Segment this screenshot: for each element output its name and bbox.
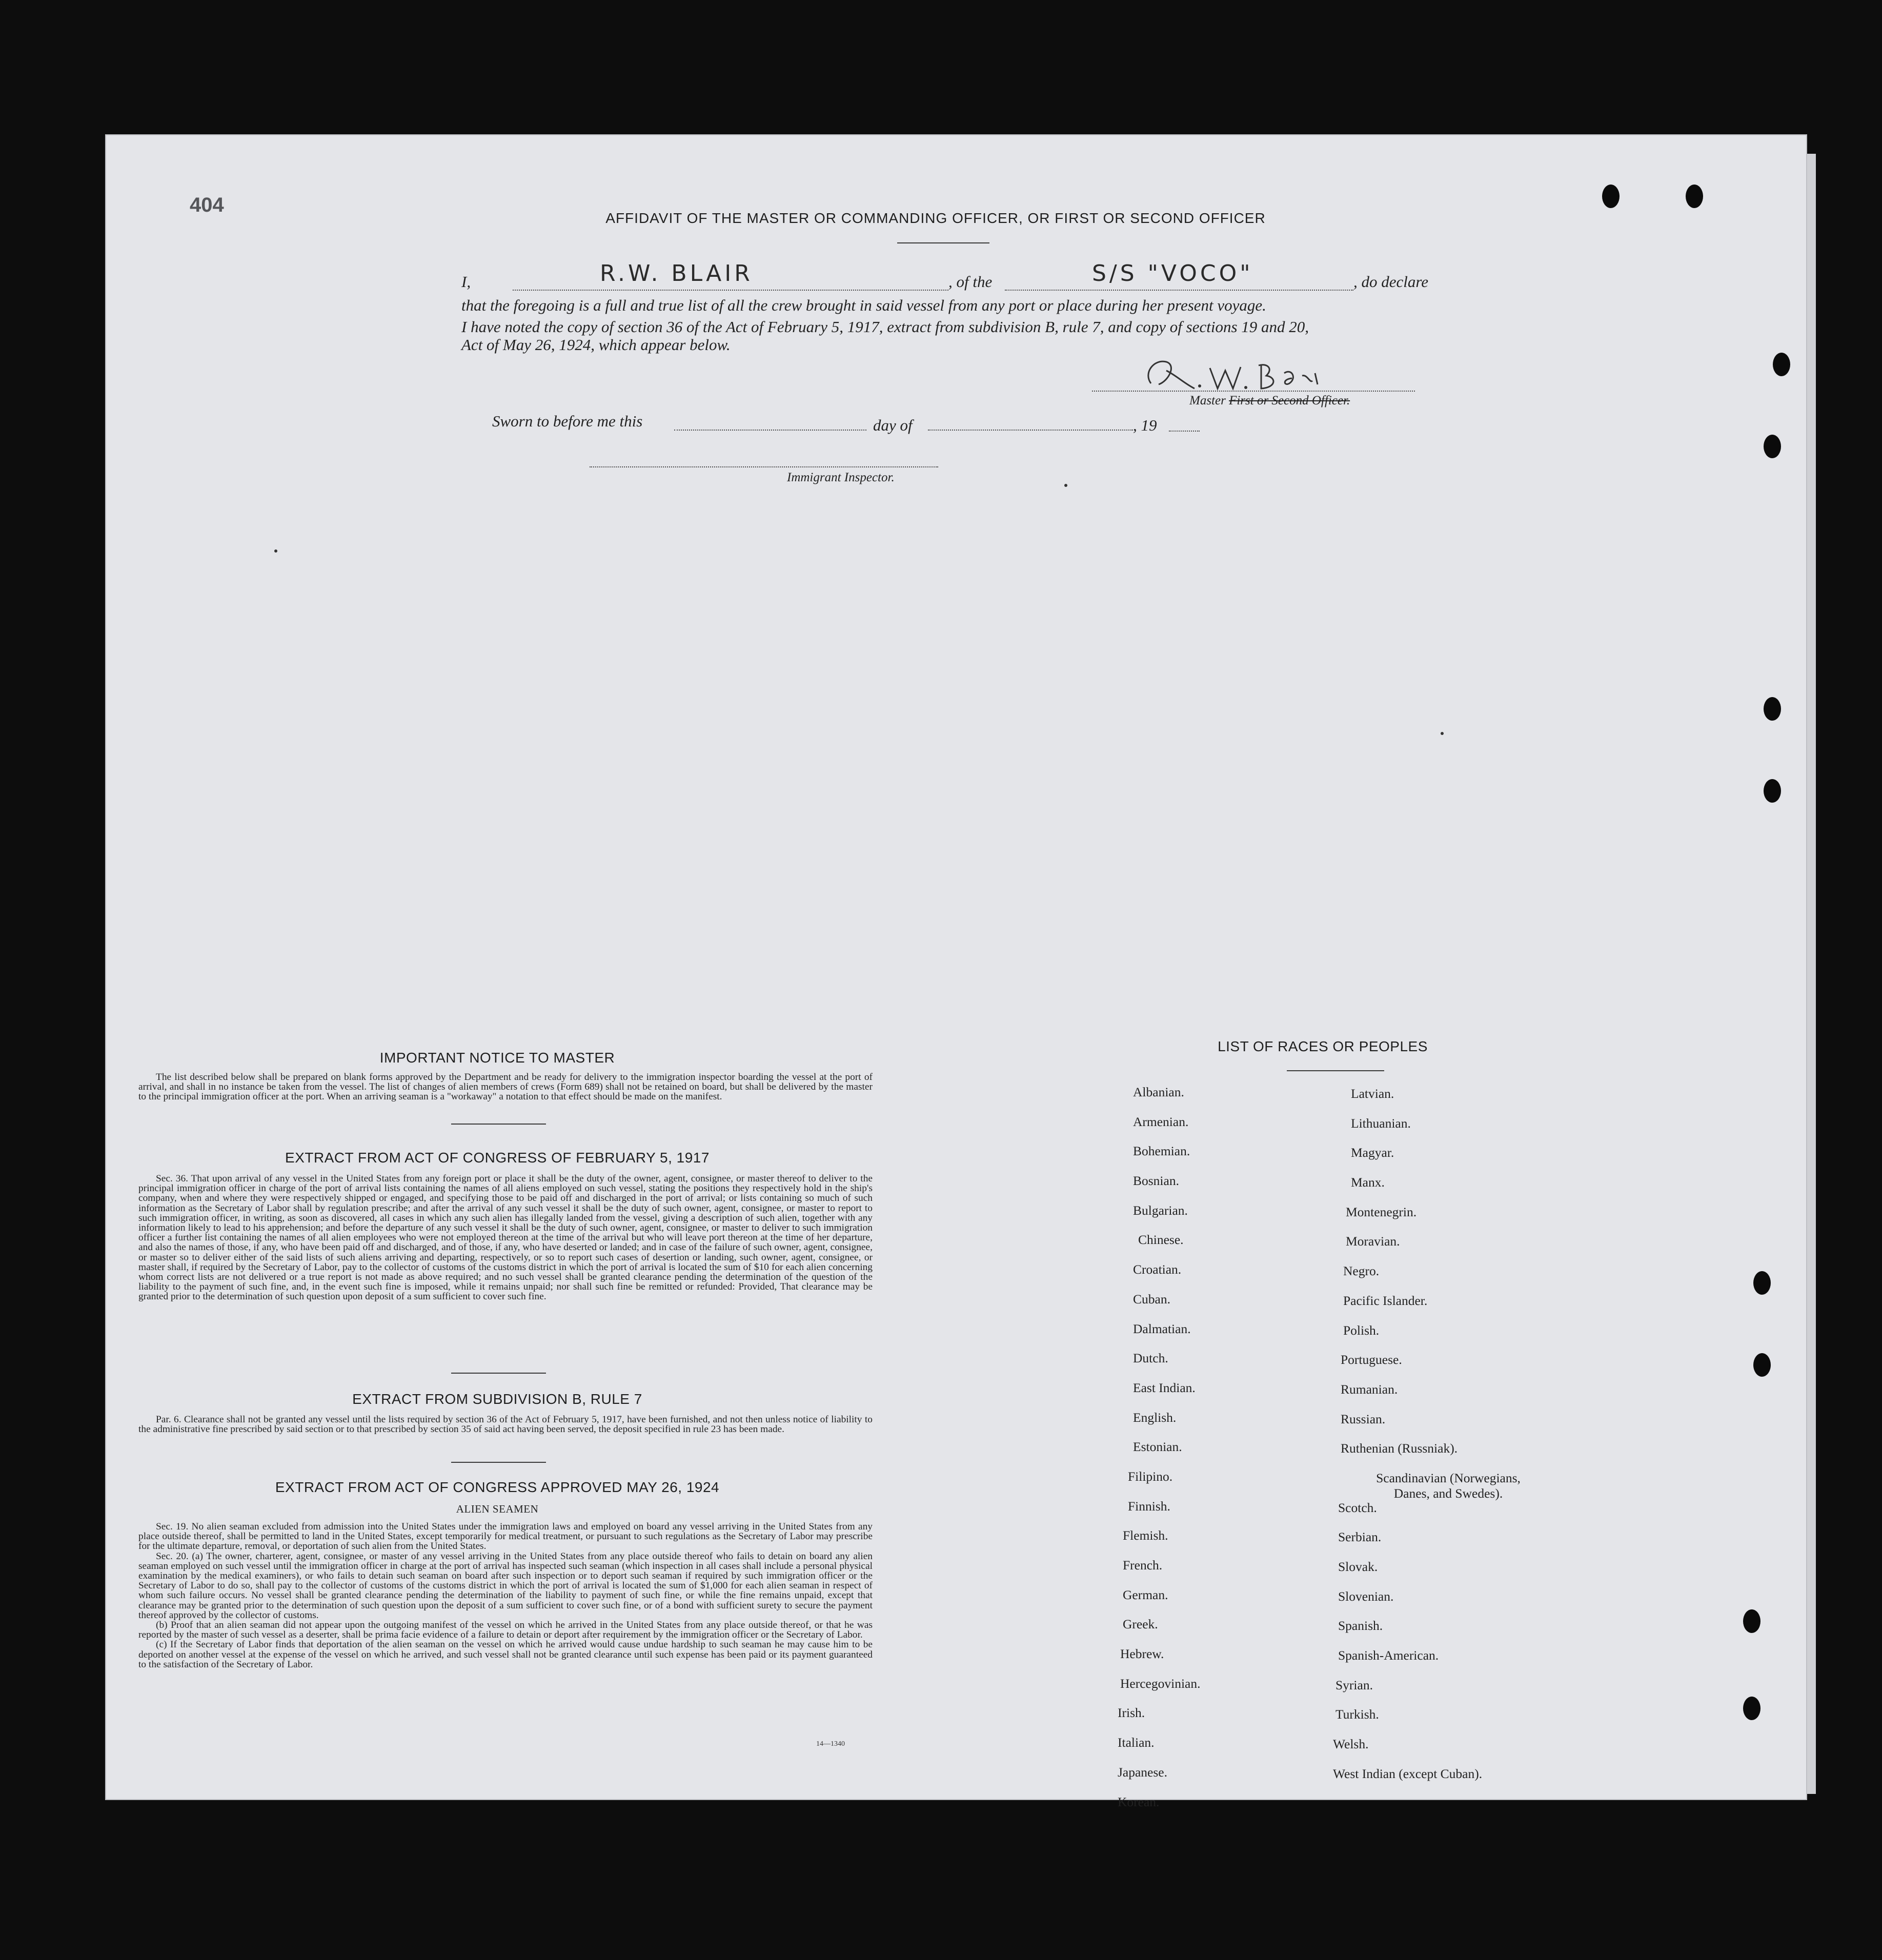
races-right-column <box>1323 1086 1651 1796</box>
extract-1924-title: EXTRACT FROM ACT OF CONGRESS APPROVED MAY 26, 1924 <box>275 1479 720 1495</box>
extract-rule7-title: EXTRACT FROM SUBDIVISION B, RULE 7 <box>352 1391 642 1407</box>
extract-rule7-divider <box>451 1462 546 1463</box>
sworn-year: , 19 <box>1133 416 1157 434</box>
extract-1917-title: EXTRACT FROM ACT OF CONGRESS OF FEBRUARY 5, 1917 <box>285 1150 710 1166</box>
race-item: Lithuanian. <box>1351 1115 1411 1131</box>
affidavit-declare: , do declare <box>1353 273 1429 291</box>
sec-20a-paragraph: Sec. 20. (a) The owner, charterer, agent, consignee, or master of any vessel arriving in the United States from any place outside thereof who fails to detain on board any alien seaman employed on such vessel until the immigration officer in charge at the port of arrival has inspected such seaman (which inspection in all cases shall include a personal physical examination by the medical examiners), or who fails to detain such seaman on board after such inspection or to deport such seaman if required by such immigration officer or the Secretary of Labor to do so, shall pay to the collector of customs of the customs district in which the port of arrival is located the sum of $1,000 for each alien seaman in respect of whom such failure occurs. No vessel shall be granted clearance pending the determination of the liability to payment of such fine, or while the fine remains unpaid, except that clearance may be granted prior to the determination of such question upon the deposit of a sum sufficient to cover such fine, or of a bond with sufficient surety to secure the payment thereof approved by the collector of customs. <box>138 1550 873 1621</box>
speck <box>1064 484 1067 487</box>
faint-page-number: 404 <box>190 194 224 216</box>
race-item: Albanian. <box>1133 1085 1184 1099</box>
sworn-day-of: day of <box>873 416 913 434</box>
race-item: English. <box>1133 1410 1177 1425</box>
master-name: R.W. BLAIR <box>600 260 753 287</box>
race-item: Syrian. <box>1335 1677 1373 1692</box>
sworn-year-line <box>1169 431 1200 432</box>
race-item: Dutch. <box>1133 1351 1168 1366</box>
race-item: Spanish. <box>1338 1618 1383 1634</box>
race-item: Hebrew. <box>1120 1646 1164 1662</box>
race-item: East Indian. <box>1133 1380 1196 1395</box>
punch-hole-icon <box>1753 1353 1771 1377</box>
race-item: Moravian. <box>1346 1234 1400 1249</box>
races-title: LIST OF RACES OR PEOPLES <box>1218 1038 1428 1054</box>
race-item: Japanese. <box>1118 1764 1167 1780</box>
race-item: Bulgarian. <box>1133 1202 1188 1218</box>
race-item: Ruthenian (Russniak). <box>1341 1441 1458 1456</box>
race-item: Slovak. <box>1338 1559 1378 1574</box>
race-item: Bosnian. <box>1133 1173 1179 1189</box>
race-item: Serbian. <box>1338 1529 1382 1545</box>
alien-seamen-subtitle: ALIEN SEAMEN <box>456 1503 539 1515</box>
race-item: Armenian. <box>1133 1114 1189 1129</box>
master-signature <box>1138 353 1353 399</box>
form-number: 14—1340 <box>816 1740 845 1748</box>
notice-divider <box>451 1124 546 1125</box>
race-item: Italian. <box>1118 1735 1155 1750</box>
race-item: Greek. <box>1123 1617 1158 1632</box>
par-6-paragraph: Par. 6. Clearance shall not be granted any vessel until the lists required by section 36 of the Act of February 5, 1917, have been furnished, and not then unless notice of liability to the administrative fine prescribed by said section or to that prescribed by section 35 of said act having been served, the deposit specified in rule 23 has been made. <box>138 1414 873 1435</box>
sec-20c-paragraph: (c) If the Secretary of Labor finds that deportation of the alien seaman on the vessel on which he arrived would cause undue hardship to such seaman he may cause him to be deported on another vessel at the expense of the vessel on which he arrived, and such vessel shall not be granted clearance until such expense has been paid or its payment guaranteed to the satisfaction of the Secretary of Labor. <box>138 1639 873 1670</box>
race-item: Hercegovinian. <box>1120 1676 1201 1691</box>
signature-label-struck: First or Second Officer. <box>1229 394 1350 407</box>
race-item: Scotch. <box>1338 1500 1377 1515</box>
race-item: Russian. <box>1341 1411 1386 1426</box>
affidavit-line-3: I have noted the copy of section 36 of the Act of February 5, 1917, extract from subdivision B, rule 7, and copy of sections 19 and 20, <box>461 318 1309 336</box>
sworn-day-line <box>674 430 866 431</box>
race-item: Flemish. <box>1123 1528 1168 1543</box>
sec-36-paragraph: Sec. 36. That upon arrival of any vessel in the United States from any foreign port or place it shall be the duty of the owner, agent, consignee, or master thereof to deliver to the principal immigration officer in charge of the port of arrival lists containing the names of all aliens employed on such vessel, stating the positions they respectively hold in the ship's company, when and where they were respectively shipped or engaged, and specifying those to be paid off and discharged in the port of arrival; or lists containing so much of such information as the Secretary of Labor shall by regulation prescribe; and after the arrival of any such vessel it shall be the duty of such owner, agent, consignee, or master to report to such immigration officer, in writing, as soon as discovered, all cases in which any such alien has illegally landed from the vessel, giving a description of such alien, together with any information likely to lead to his apprehension; and before the departure of any such vessel it shall be the duty of such owner, agent, consignee, or master to deliver to such immigration officer a further list containing the names of all alien employees who were not employed thereon at the time of the arrival but who will leave port thereon at the time of her departure, and also the names of those, if any, who have been paid off and discharged, and of those, if any, who have deserted or landed; and in case of the failure of such owner, agent, consignee, or master so to deliver either of the said lists of such aliens arriving and departing, respectively, or so to report such cases of desertion or landing, such owner, agent, consignee, or master shall, if required by the Secretary of Labor, pay to the collector of customs of the customs district in which the port of arrival is located the sum of $10 for each alien concerning whom correct lists are not delivered or a true report is not made as above required; and no such vessel shall be granted clearance pending the determination of the question of the liability to the payment of such fine, and, in the event such fine is imposed, while it remains unpaid; nor shall such fine be remitted or refunded: Provided, That clearance may be granted prior to the determination of such question upon deposit of a sum sufficient to cover such fine. <box>138 1173 873 1302</box>
sworn-month-line <box>928 430 1133 431</box>
punch-hole-icon <box>1773 353 1790 376</box>
master-name-line <box>513 290 948 291</box>
race-item: Croatian. <box>1133 1262 1182 1277</box>
race-item: Portuguese. <box>1341 1352 1402 1367</box>
race-item: Polish. <box>1343 1322 1380 1338</box>
race-item: Rumanian. <box>1341 1381 1398 1397</box>
sworn-prefix: Sworn to before me this <box>492 412 643 430</box>
inspector-line <box>590 466 938 467</box>
race-item: Manx. <box>1351 1175 1385 1190</box>
race-item: Magyar. <box>1351 1145 1394 1160</box>
signature-label-master: Master <box>1189 394 1226 407</box>
race-item: West Indian (except Cuban). <box>1333 1766 1483 1781</box>
affidavit-i: I, <box>461 273 471 291</box>
vessel-name: S/S "VOCO" <box>1092 260 1253 287</box>
punch-hole-icon <box>1764 435 1781 458</box>
title-divider <box>897 242 989 243</box>
signature-line <box>1092 391 1415 392</box>
affidavit-of-the: , of the <box>948 273 993 291</box>
race-item: Negro. <box>1343 1263 1380 1279</box>
vessel-name-line <box>1005 290 1353 291</box>
extract-1917-divider <box>451 1373 546 1374</box>
notice-text <box>138 1072 873 1102</box>
race-item: Chinese. <box>1138 1232 1184 1248</box>
race-item: Dalmatian. <box>1133 1321 1191 1336</box>
affidavit-title: AFFIDAVIT OF THE MASTER OR COMMANDING OFFICER, OR FIRST OR SECOND OFFICER <box>605 210 1266 226</box>
race-item: Slovenian. <box>1338 1588 1394 1604</box>
speck <box>1441 732 1444 735</box>
race-item: Bohemian. <box>1133 1144 1190 1159</box>
race-item: German. <box>1123 1587 1168 1602</box>
race-item: Turkish. <box>1335 1707 1379 1722</box>
punch-hole-icon <box>1743 1697 1760 1720</box>
inspector-label: Immigrant Inspector. <box>787 471 895 484</box>
race-item: Welsh. <box>1333 1737 1369 1752</box>
extract-1917-text <box>138 1174 873 1302</box>
race-item: French. <box>1123 1558 1163 1573</box>
affidavit-line-2: that the foregoing is a full and true list of all the crew brought in said vessel from any port or place during her present voyage. <box>461 296 1266 314</box>
race-item: Montenegrin. <box>1346 1204 1417 1219</box>
affidavit-line-4: Act of May 26, 1924, which appear below. <box>461 336 731 354</box>
speck <box>274 549 277 553</box>
notice-paragraph: The list described below shall be prepared on blank forms approved by the Department and be ready for delivery to the immigration inspector boarding the vessel at the port of arrival, and shall in no instance be taken from the vessel. The list of changes of alien members of crews (Form 689) shall not be retained on board, but shall be delivered by the master to the principal immigration officer at the port. When an arriving seaman is a "workaway" a notation to that effect should be made on the manifest. <box>138 1072 873 1102</box>
race-item: Spanish-American. <box>1338 1648 1439 1663</box>
extract-rule7-text <box>138 1415 873 1434</box>
race-item: Estonian. <box>1133 1439 1182 1455</box>
race-item: Filipino. <box>1128 1468 1173 1484</box>
punch-hole-icon <box>1743 1609 1760 1633</box>
punch-hole-icon <box>1764 697 1781 721</box>
punch-hole-icon <box>1686 185 1703 208</box>
race-item: Latvian. <box>1351 1086 1394 1101</box>
punch-hole-icon <box>1602 185 1620 208</box>
race-item: Cuban. <box>1133 1291 1170 1306</box>
race-item: Irish. <box>1118 1705 1145 1721</box>
extract-1924-text <box>138 1522 873 1669</box>
sec-20b-paragraph: (b) Proof that an alien seaman did not appear upon the outgoing manifest of the vessel on which he arrived in the United States from any place outside thereof, or that he was reported by the master of such vessel as a deserter, shall be prima facie evidence of a failure to detain or deport after requirement by the immigration officer or the Secretary of Labor. <box>138 1620 873 1641</box>
race-item: Finnish. <box>1128 1498 1170 1514</box>
race-item: Scandinavian (Norwegians, Danes, and Swedes). <box>1376 1470 1521 1501</box>
sec-19-paragraph: Sec. 19. No alien seaman excluded from admission into the United States under the immigration laws and employed on board any vessel arriving in the United States from any place outside thereof, shall be permitted to land in the United States, except temporarily for medical treatment, or pursuant to such regulations as the Secretary of Labor may prescribe for the ultimate departure, removal, or deportation of such alien from the United States. <box>138 1521 873 1552</box>
races-divider <box>1287 1070 1384 1071</box>
punch-hole-icon <box>1764 779 1781 803</box>
signature-label <box>1189 394 1350 408</box>
punch-hole-icon <box>1753 1271 1771 1295</box>
notice-title: IMPORTANT NOTICE TO MASTER <box>379 1050 615 1066</box>
race-item: Pacific Islander. <box>1343 1293 1428 1308</box>
race-item: Korean. <box>1118 1794 1160 1809</box>
